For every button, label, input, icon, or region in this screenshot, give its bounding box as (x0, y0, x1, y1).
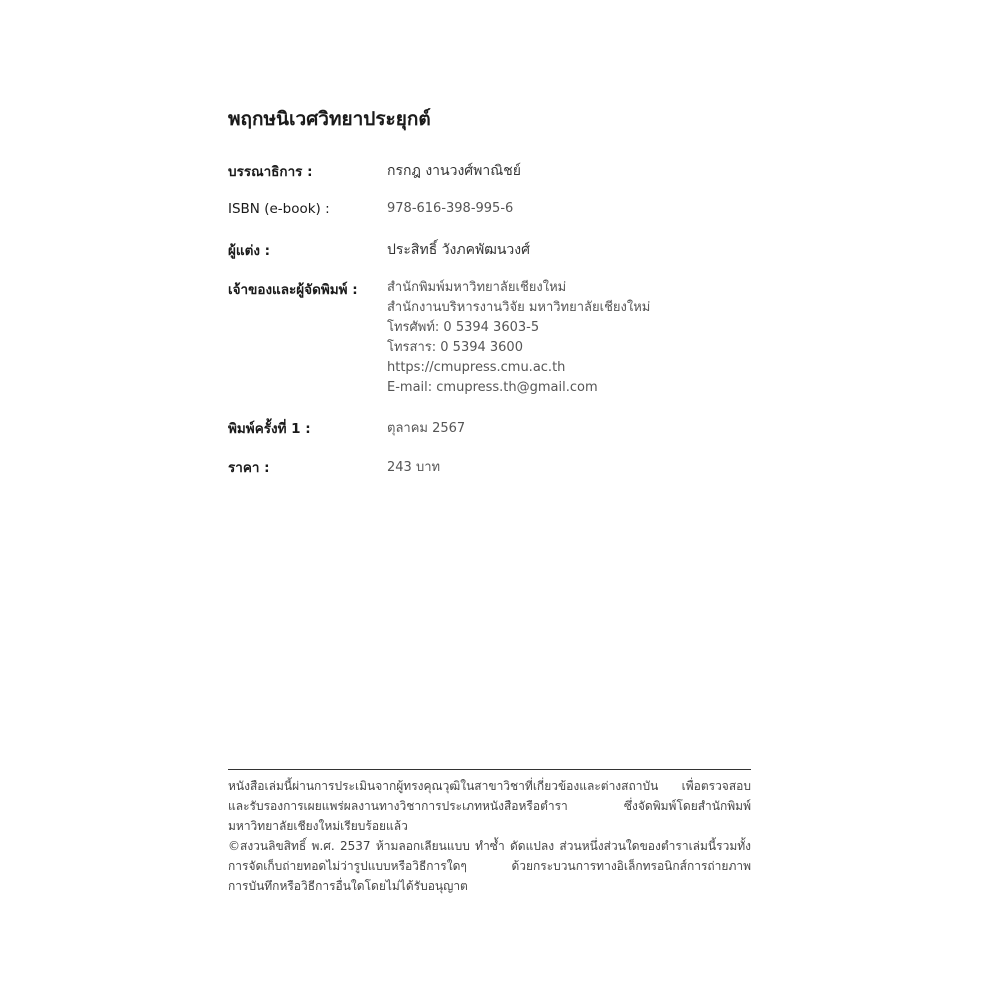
publisher-website: https://cmupress.cmu.ac.th (387, 360, 566, 375)
isbn-value: 978-616-398-995-6 (387, 201, 514, 216)
publisher-fax: โทรสาร: 0 5394 3600 (387, 340, 523, 355)
publisher-name: สำนักพิมพ์มหาวิทยาลัยเชียงใหม่ (387, 280, 567, 295)
price-label: ราคา : (228, 460, 270, 476)
edition-label: พิมพ์ครั้งที่ 1 : (228, 421, 311, 437)
copyright-note-line-3: การบันทึกหรือวิธีการอื่นใดโดยไม่ได้รับอนุญาต (228, 879, 468, 893)
review-note-line-1: หนังสือเล่มนี้ผ่านการประเมินจากผู้ทรงคุณวุฒิในสาขาวิชาที่เกี่ยวข้องและต่างสถาบัน เพื่อตรวจสอบ (228, 779, 751, 793)
book-title: พฤกษนิเวศวิทยาประยุกต์ (228, 108, 431, 130)
editor-value: กรกฎ งานวงศ์พาณิชย์ (387, 163, 521, 179)
editor-label: บรรณาธิการ : (228, 164, 313, 180)
copyright-note-line-1: ©สงวนลิขสิทธิ์ พ.ศ. 2537 ห้ามลอกเลียนแบบ ทำซ้ำ ดัดแปลง ส่วนหนึ่งส่วนใดของตำราเล่มนี้รวมทั้ง (228, 839, 751, 853)
footer-divider (228, 769, 751, 770)
publisher-email: E-mail: cmupress.th@gmail.com (387, 380, 598, 395)
edition-value: ตุลาคม 2567 (387, 421, 466, 436)
review-note-line-2: และรับรองการเผยแพร่ผลงานทางวิชาการประเภทหนังสือหรือตำรา ซึ่งจัดพิมพ์โดยสำนักพิมพ์ (228, 799, 751, 813)
footer-notes (228, 776, 751, 896)
isbn-label: ISBN (e-book) : (228, 201, 330, 217)
author-value: ประสิทธิ์ วังภคพัฒนวงศ์ (387, 242, 531, 258)
publisher-label: เจ้าของและผู้จัดพิมพ์ : (228, 282, 358, 298)
publisher-phone: โทรศัพท์: 0 5394 3603-5 (387, 320, 540, 335)
publisher-office: สำนักงานบริหารงานวิจัย มหาวิทยาลัยเชียงใหม่ (387, 300, 651, 315)
author-label: ผู้แต่ง : (228, 243, 271, 259)
publisher-details (387, 278, 650, 398)
price-value: 243 บาท (387, 460, 441, 475)
copyright-note-line-2: การจัดเก็บถ่ายทอดไม่ว่ารูปแบบหรือวิธีการใดๆ ด้วยกระบวนการทางอิเล็กทรอนิกส์การถ่ายภาพ (228, 859, 751, 873)
review-note-line-3: มหาวิทยาลัยเชียงใหม่เรียบร้อยแล้ว (228, 819, 408, 833)
